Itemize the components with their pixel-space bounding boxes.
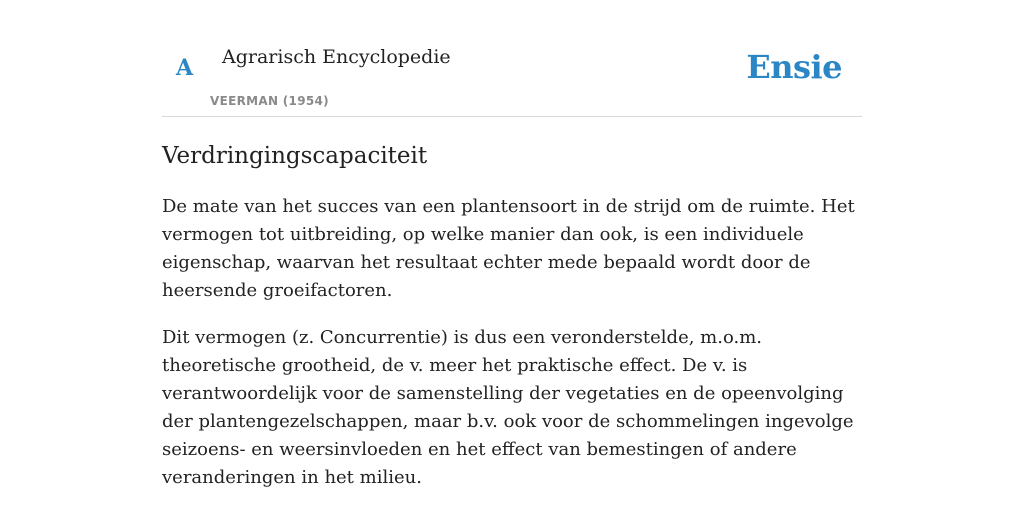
source-author: VEERMAN (1954) — [210, 94, 329, 108]
article-paragraph-1: De mate van het succes van een plantensoort in de strijd om de ruimte. Het vermogen tot uitbreiding, op welke manier dan ook, is een individuele eigenschap, waarvan het resultaat echter mede bepaald wordt door de heersende groeifactoren. — [162, 196, 855, 301]
page — [162, 0, 862, 492]
encyclopedia-title-link[interactable]: Agrarisch Encyclopedie — [222, 46, 451, 68]
article-paragraph-2: Dit vermogen (z. Concurrentie) is dus een veronderstelde, m.o.m. theoretische grootheid, de v. meer het praktische effect. De v. is verantwoordelijk voor de samenstelling der vegetaties en de opeenvolging der plantengezelschappen, maar b.v. ook voor de schommelingen ingevolge seizoens- en weersinvloeden en het effect van bemestingen of andere veranderingen in het milieu. — [162, 327, 854, 488]
ensie-logo-link[interactable]: Ensie — [746, 48, 842, 86]
header — [162, 44, 862, 117]
index-letter-link[interactable]: A — [176, 55, 194, 81]
article-title: Verdringingscapaciteit — [162, 143, 428, 169]
